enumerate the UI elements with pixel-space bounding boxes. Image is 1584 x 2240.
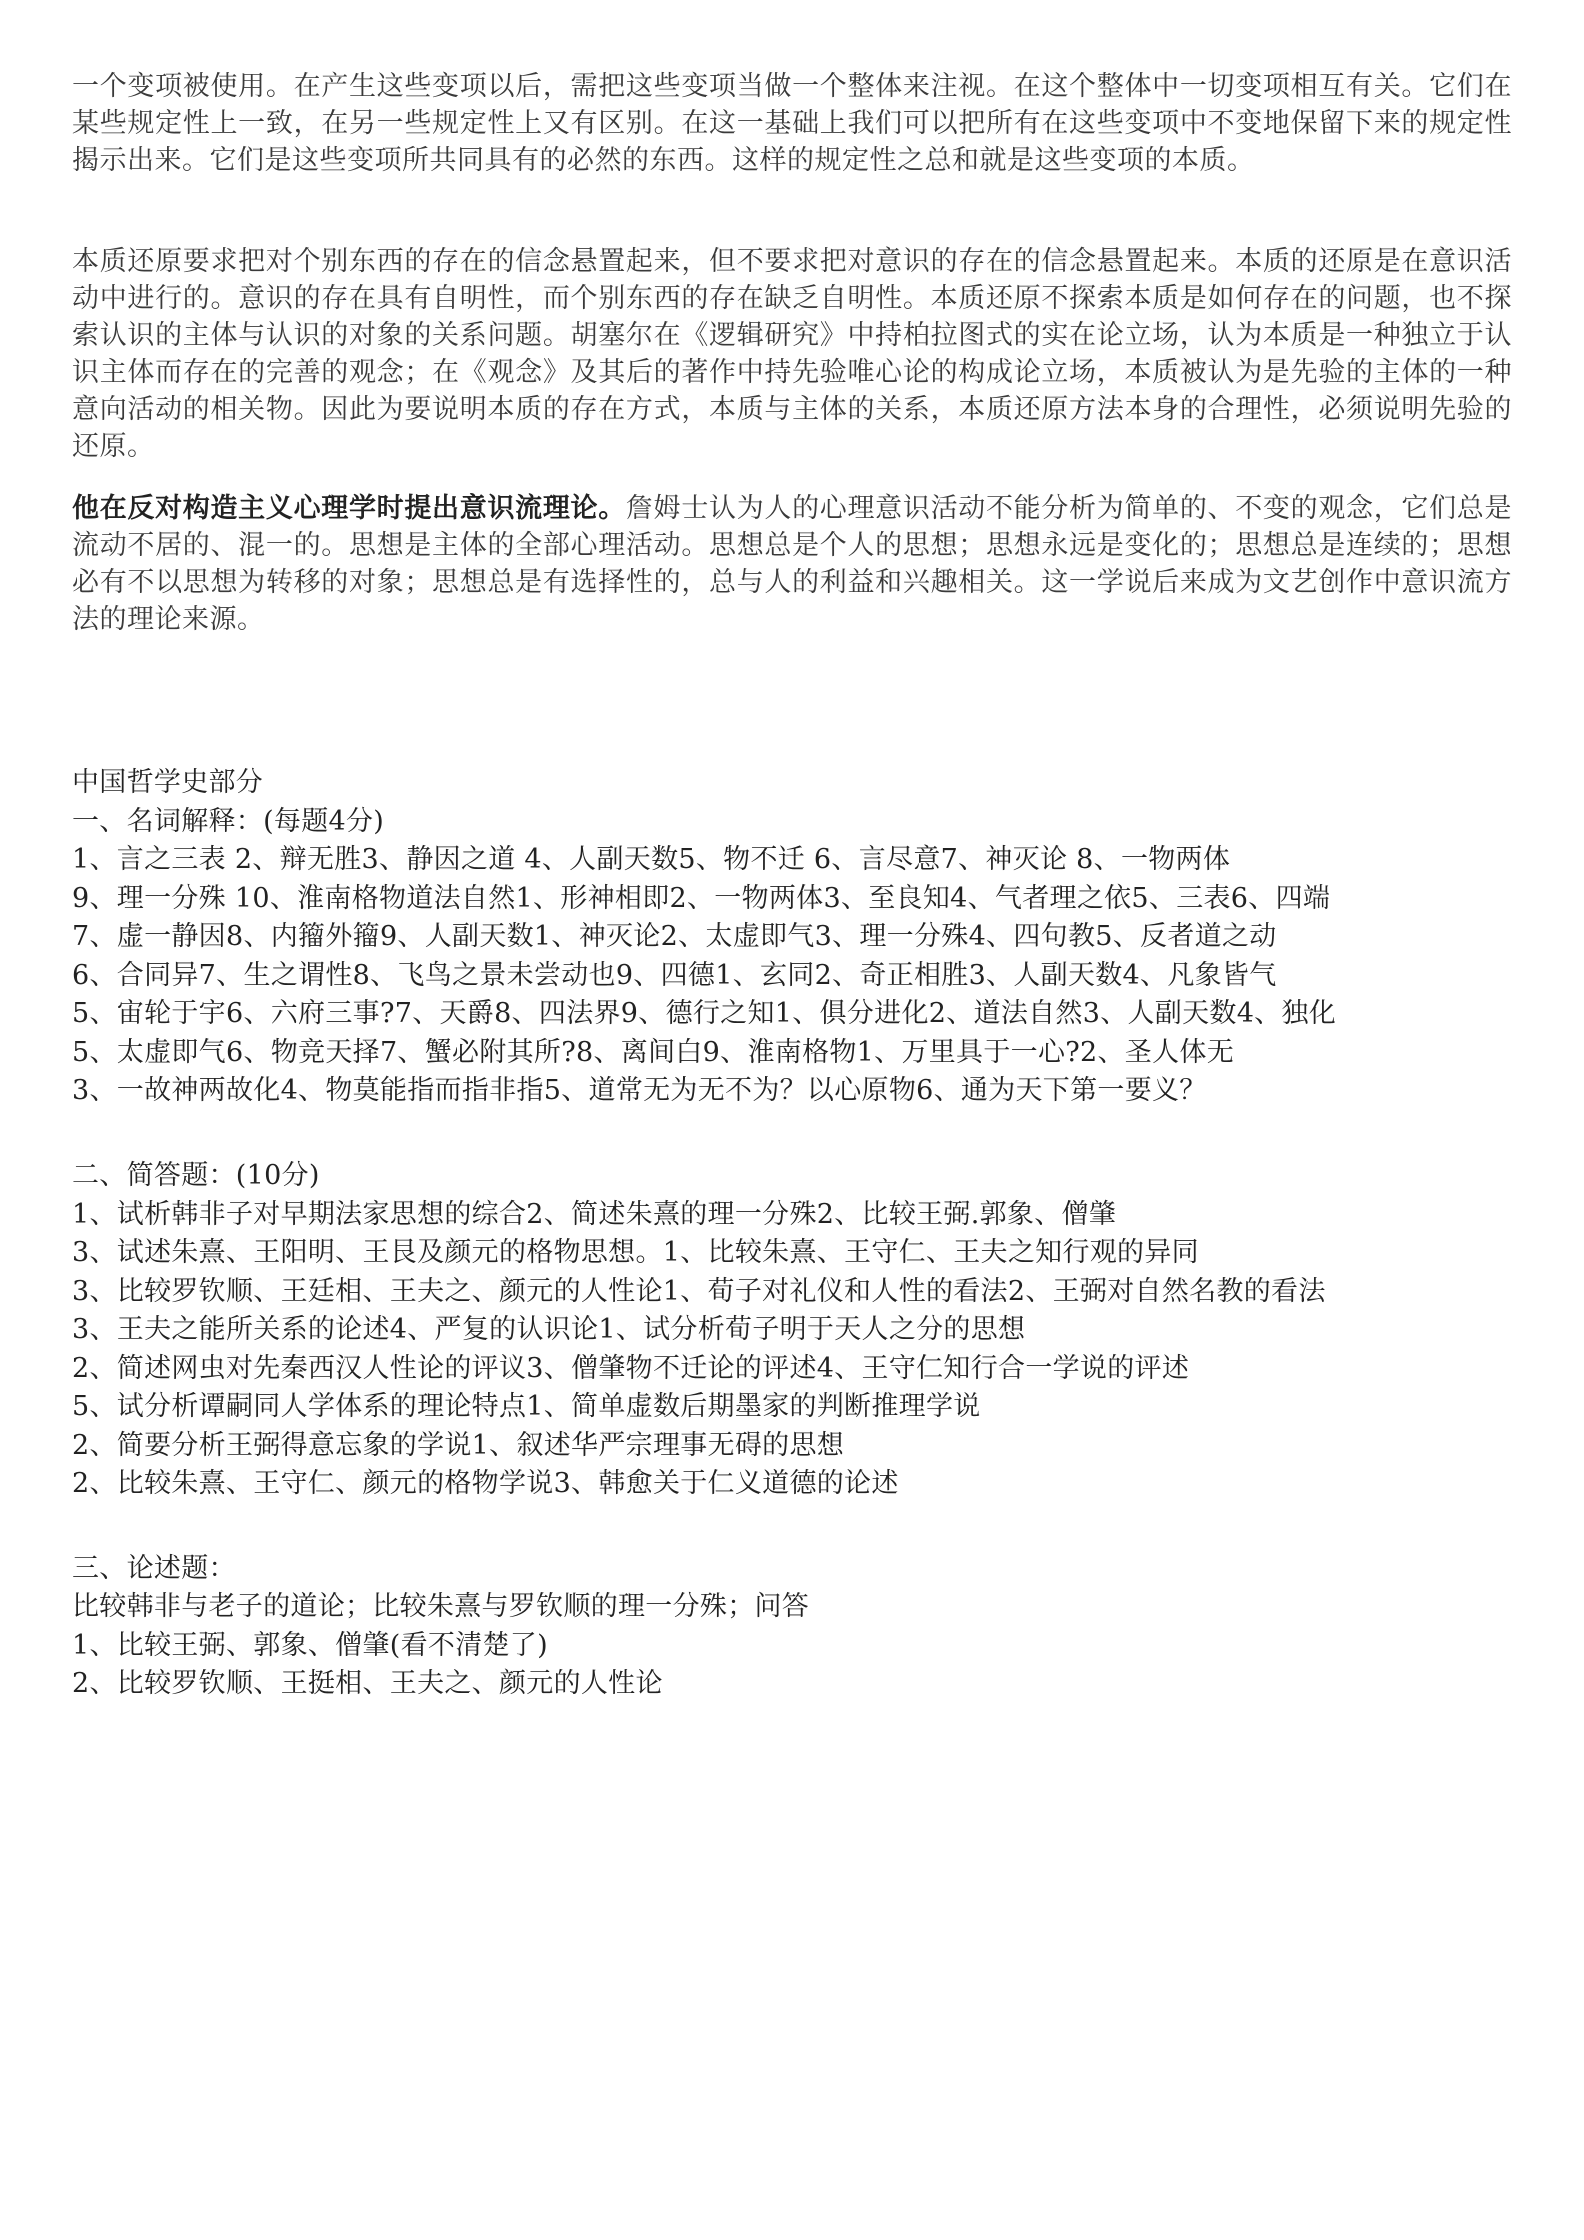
paragraph-lead-bold: 他在反对构造主义心理学时提出意识流理论。 [72, 493, 626, 524]
list-item: 2、比较罗钦顺、王挺相、王夫之、颜元的人性论 [72, 1668, 663, 1699]
list-item: 1、言之三表 2、辩无胜3、静因之道 4、人副天数5、物不迁 6、言尽意7、神灭论 8、一物两体 [72, 844, 1231, 875]
list-item: 9、理一分殊 10、淮南格物道法自然1、形神相即2、一物两体3、至良知4、气者理之依5、三表6、四端 [72, 883, 1331, 914]
part1-heading: 一、名词解释：(每题4分) [72, 806, 385, 837]
list-item: 6、合同异7、生之谓性8、飞鸟之景未尝动也9、四德1、玄同2、奇正相胜3、人副天数4、凡象皆气 [72, 960, 1277, 991]
list-item: 2、简述网虫对先秦西汉人性论的评议3、僧肇物不迁论的评述4、王守仁知行合一学说的评述 [72, 1353, 1190, 1384]
paragraph-text: 一个变项被使用。在产生这些变项以后，需把这些变项当做一个整体来注视。在这个整体中一切变项相互有关。它们在某些规定性上一致，在另一些规定性上又有区别。在这一基础上我们可以把所有在这些变项中不变地保留下来的规定性揭示出来。它们是这些变项所共同具有的必然的东西。这样的规定性之总和就是这些变项的本质。 [72, 71, 1512, 176]
list-item: 比较韩非与老子的道论；比较朱熹与罗钦顺的理一分殊；问答 [72, 1591, 810, 1622]
paragraph-text: 本质还原要求把对个别东西的存在的信念悬置起来，但不要求把对意识的存在的信念悬置起来。本质的还原是在意识活动中进行的。意识的存在具有自明性，而个别东西的存在缺乏自明性。本质还原不探索本质是如何存在的问题，也不探索认识的主体与认识的对象的关系问题。胡塞尔在《逻辑研究》中持柏拉图式的实在论立场，认为本质是一种独立于认识主体而存在的完善的观念；在《观念》及其后的著作中持先验唯心论的构成论立场，本质被认为是先验的主体的一种意向活动的相关物。因此为要说明本质的存在方式，本质与主体的关系，本质还原方法本身的合理性，必须说明先验的还原。 [72, 246, 1512, 462]
list-item: 1、试析韩非子对早期法家思想的综合2、简述朱熹的理一分殊2、比较王弼.郭象、僧肇 [72, 1199, 1117, 1230]
list-item: 7、虚一静因8、内籀外籀9、人副天数1、神灭论2、太虚即气3、理一分殊4、四句教5、反者道之动 [72, 921, 1277, 952]
paragraph-essence-reduction [72, 243, 1512, 465]
paragraph-essence-variables [72, 68, 1512, 179]
list-item: 3、比较罗钦顺、王廷相、王夫之、颜元的人性论1、荀子对礼仪和人性的看法2、王弼对自然名教的看法 [72, 1276, 1326, 1307]
section-title: 中国哲学史部分 [72, 767, 264, 798]
list-item: 5、太虚即气6、物竞天择7、蟹必附其所?8、离间白9、淮南格物1、万里具于一心?2、圣人体无 [72, 1037, 1234, 1068]
part2-heading: 二、简答题：(10分) [72, 1160, 320, 1191]
list-item: 1、比较王弼、郭象、僧肇(看不清楚了) [72, 1630, 548, 1661]
list-item: 3、试述朱熹、王阳明、王艮及颜元的格物思想。1、比较朱熹、王守仁、王夫之知行观的异同 [72, 1237, 1199, 1268]
list-item: 5、宙轮于宇6、六府三事?7、天爵8、四法界9、德行之知1、俱分进化2、道法自然3、人副天数4、独化 [72, 998, 1337, 1029]
list-item: 3、王夫之能所关系的论述4、严复的认识论1、试分析荀子明于天人之分的思想 [72, 1314, 1026, 1345]
part3-heading: 三、论述题： [72, 1553, 236, 1584]
list-item: 2、比较朱熹、王守仁、颜元的格物学说3、韩愈关于仁义道德的论述 [72, 1468, 899, 1499]
paragraph-text: 詹姆士认为人的心理意识活动不能分析为简单的、不变的观念，它们总是流动不居的、混一的。思想是主体的全部心理活动。思想总是个人的思想；思想永远是变化的；思想总是连续的；思想必有不以思想为转移的对象；思想总是有选择性的，总与人的利益和兴趣相关。这一学说后来成为文艺创作中意识流方法的理论来源。 [72, 493, 1512, 635]
paragraph-stream-of-consciousness [72, 490, 1512, 638]
list-item: 2、简要分析王弼得意忘象的学说1、叙述华严宗理事无碍的思想 [72, 1430, 845, 1461]
list-item: 3、一故神两故化4、物莫能指而指非指5、道常无为无不为？以心原物6、通为天下第一要义？ [72, 1075, 1207, 1106]
list-item: 5、试分析谭嗣同人学体系的理论特点1、简单虚数后期墨家的判断推理学说 [72, 1391, 981, 1422]
